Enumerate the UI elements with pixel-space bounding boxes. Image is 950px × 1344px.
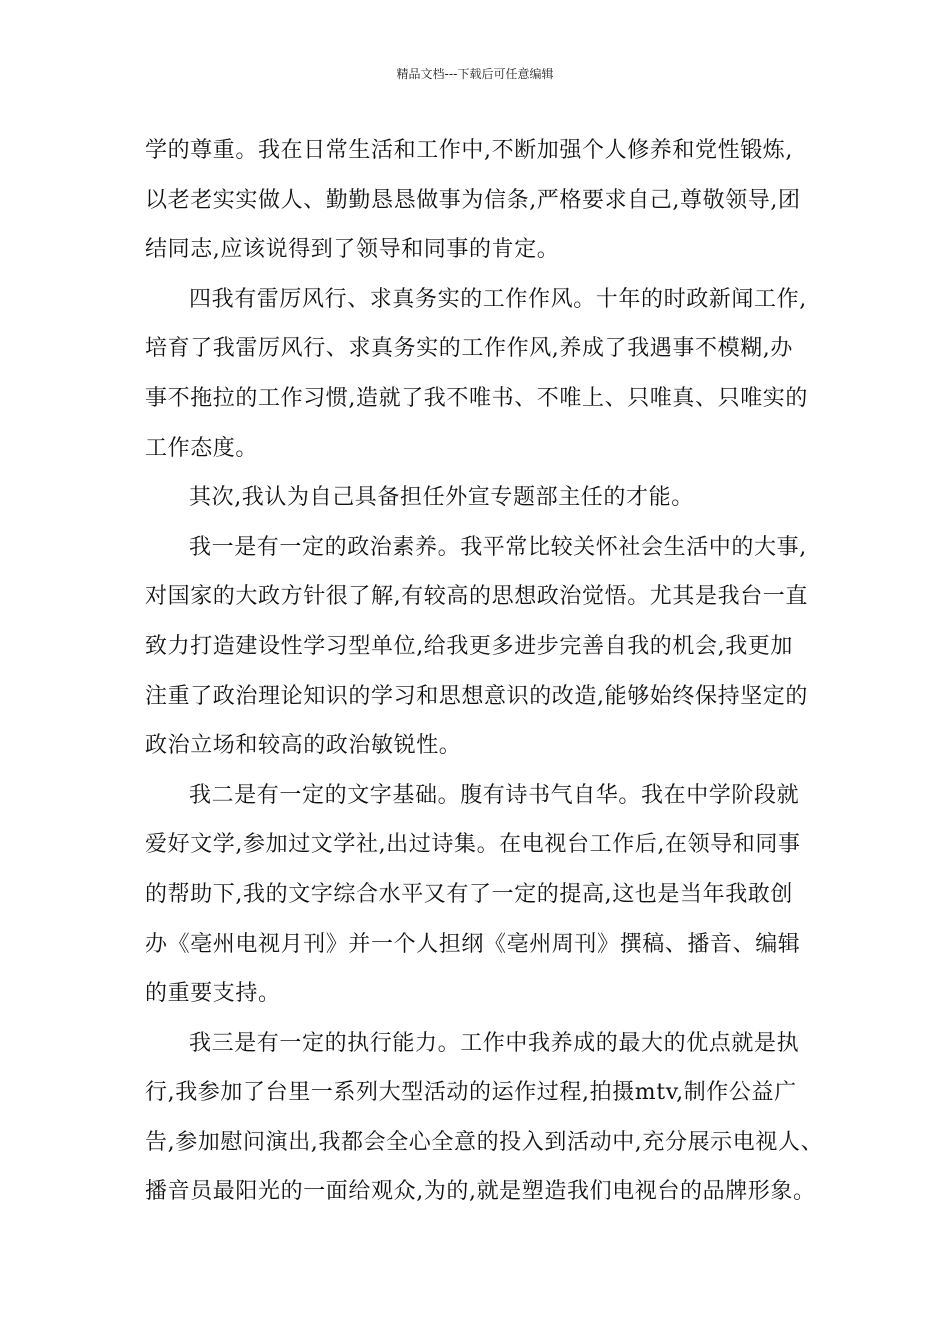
paragraph-start-line: 我三是有一定的执行能力。工作中我养成的最大的优点就是执	[189, 1030, 800, 1056]
paragraph-start-line: 四我有雷厉风行、求真务实的工作作风。十年的时政新闻工作,	[189, 286, 807, 312]
text-line: 事不拖拉的工作习惯,造就了我不唯书、不唯上、只唯真、只唯实的	[145, 385, 808, 411]
text-line: 行,我参加了台里一系列大型活动的运作过程,拍摄mtv,制作公益广	[145, 1080, 797, 1106]
document-body	[145, 126, 824, 1217]
paragraph-start-line: 我二是有一定的文字基础。腹有诗书气自华。我在中学阶段就	[189, 782, 800, 808]
text-line: 政治立场和较高的政治敏锐性。	[145, 733, 462, 759]
text-line: 学的尊重。我在日常生活和工作中,不断加强个人修养和党性锻炼,	[145, 138, 793, 163]
text-line: 对国家的大政方针很了解,有较高的思想政治觉悟。尤其是我台一直	[145, 584, 808, 610]
text-line: 工作态度。	[145, 435, 259, 461]
text-line: 致力打造建设性学习型单位,给我更多进步完善自我的机会,我更加	[145, 633, 793, 659]
text-line: 的重要支持。	[145, 981, 281, 1007]
page-header: 精品文档---下载后可任意编辑	[396, 67, 554, 81]
text-line: 的帮助下,我的文字综合水平又有了一定的提高,这也是当年我敢创	[145, 881, 793, 907]
text-line: 以老老实实做人、勤勤恳恳做事为信条,严格要求自己,尊敬领导,团	[145, 187, 801, 213]
paragraph-start-line: 我一是有一定的政治素养。我平常比较关怀社会生活中的大事,	[189, 534, 807, 560]
text-line: 培育了我雷厉风行、求真务实的工作作风,养成了我遇事不模糊,办	[145, 336, 793, 362]
text-line: 爱好文学,参加过文学社,出过诗集。在电视台工作后,在领导和同事	[145, 832, 801, 858]
paragraph-start-line: 其次,我认为自己具备担任外宣专题部主任的才能。	[189, 485, 694, 511]
text-line: 播音员最阳光的一面给观众,为的,就是塑造我们电视台的品牌形象。	[145, 1179, 816, 1205]
text-line: 结同志,应该说得到了领导和同事的肯定。	[145, 237, 560, 263]
text-line: 告,参加慰问演出,我都会全心全意的投入到活动中,充分展示电视人、	[145, 1129, 824, 1155]
text-line: 办《亳州电视月刊》并一个人担纲《亳州周刊》撰稿、播音、编辑	[145, 931, 801, 957]
text-line: 注重了政治理论知识的学习和思想意识的改造,能够始终保持坚定的	[145, 683, 808, 709]
